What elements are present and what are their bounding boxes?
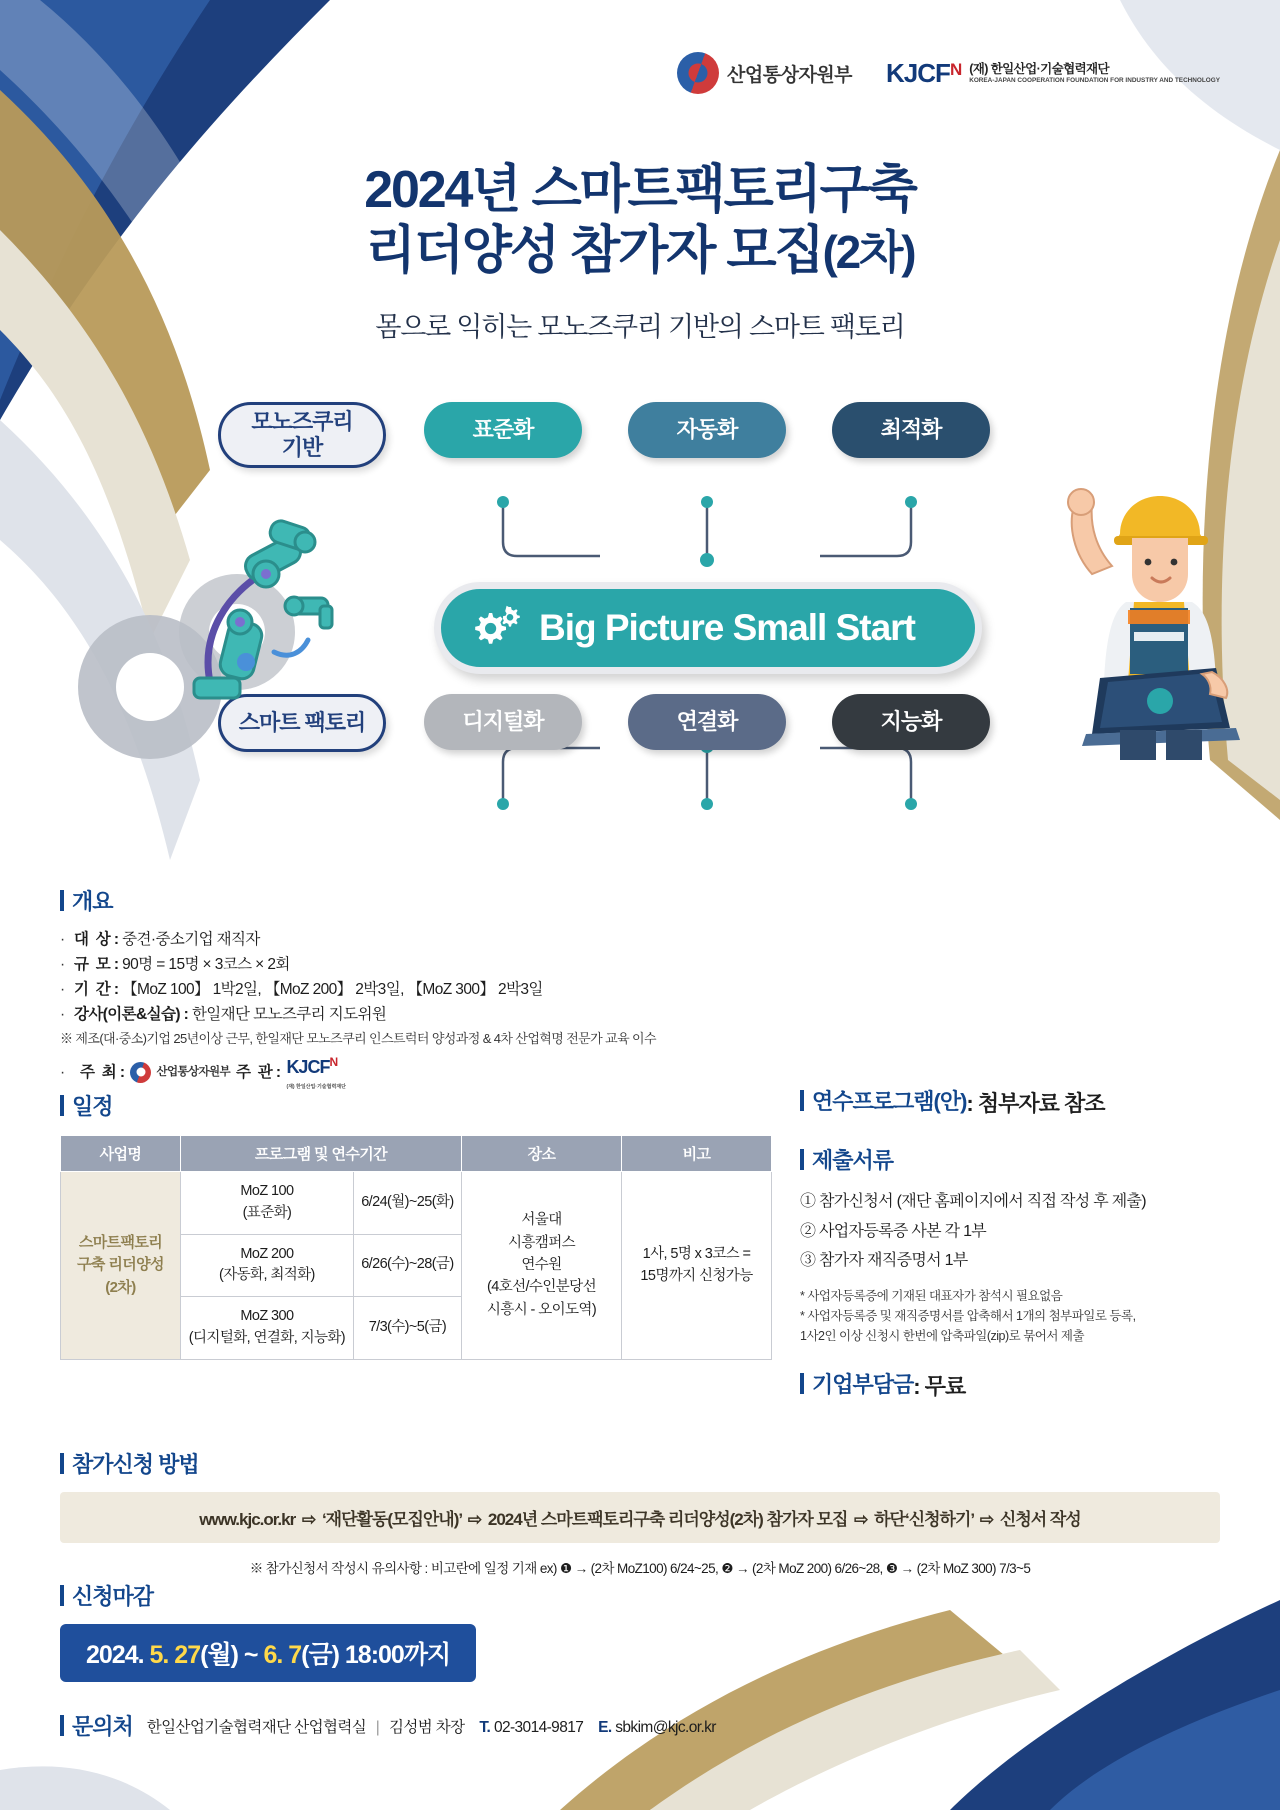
documents-notes xyxy=(800,1286,1230,1346)
list-item: ③ 참가자 재직증명서 1부 xyxy=(800,1252,968,1270)
diagram-node-intelligence xyxy=(832,694,990,750)
apply-step-5: 신청서 작성 xyxy=(999,1510,1081,1529)
diagram-node-label: 최적화 xyxy=(880,417,942,443)
diagram-node-label: 디지털화 xyxy=(462,709,544,735)
manage-label: 주 관 : xyxy=(236,1063,281,1081)
note-line: 1사2인 이상 신청시 한번에 압축파일(zip)로 묶어서 제출 xyxy=(800,1328,1085,1343)
documents-heading: 제출서류 xyxy=(800,1144,1230,1175)
divider: | xyxy=(375,1718,380,1736)
col-place: 장소 xyxy=(462,1136,622,1172)
host-label: 주 최 : xyxy=(80,1063,125,1081)
diagram-node-label: 자동화 xyxy=(676,417,738,443)
overview-row-value: 한일재단 모노즈쿠리 지도위원 xyxy=(191,1006,387,1024)
schedule-section xyxy=(60,1090,775,1360)
apply-step-url[interactable]: www.kjc.or.kr xyxy=(199,1510,296,1529)
contact-section xyxy=(60,1710,716,1741)
kjcf-name-en: KOREA-JAPAN COOPERATION FOUNDATION FOR INDUSTRY AND TECHNOLOGY xyxy=(969,76,1220,84)
bullet-icon: · xyxy=(60,931,65,948)
overview-row-label: 강사(이론&실습) : xyxy=(74,1006,192,1024)
email-label: E. xyxy=(598,1718,612,1736)
program-ref-value: : 첨부자료 참조 xyxy=(966,1091,1105,1116)
col-note: 비고 xyxy=(622,1136,772,1172)
overview-row-label: 규 모 : xyxy=(74,956,123,974)
fee-value: : 무료 xyxy=(913,1373,966,1399)
title-line-2-paren: (2차) xyxy=(822,226,915,279)
contact-heading: 문의처 xyxy=(60,1710,133,1741)
title-line-1: 2024년 스마트팩토리구축 xyxy=(364,161,916,219)
cell-period-3: 7/3(수)~5(금) xyxy=(353,1297,461,1360)
poster-title xyxy=(0,160,1280,344)
apply-step-2: ‘재단활동(모집안내)’ xyxy=(321,1510,462,1529)
deadline-tilde: ~ xyxy=(237,1641,264,1669)
diagram-center-label: Big Picture Small Start xyxy=(539,607,915,648)
apply-section xyxy=(60,1448,1220,1577)
program-ref-row xyxy=(800,1085,1230,1118)
table-row xyxy=(61,1172,772,1235)
diagram-node-label: 표준화 xyxy=(472,417,534,443)
diagram-center-node xyxy=(434,582,982,674)
diagram-node-automation xyxy=(628,402,786,458)
deadline-badge xyxy=(60,1624,476,1682)
table-header-row xyxy=(61,1136,772,1172)
overview-row-value: 중견·중소기업 재직자 xyxy=(122,931,260,948)
overview-row-value: 90명 = 15명 × 3코스 × 2회 xyxy=(122,956,290,974)
gear-icon xyxy=(469,605,523,651)
motie-mini-logo xyxy=(130,1062,230,1083)
arrow-right-icon: ⇨ xyxy=(467,1510,482,1529)
apply-note-prefix: ※ 참가신청서 작성시 유의사항 : 비고란에 일정 기재 ex) xyxy=(249,1561,557,1576)
kjcf-logo xyxy=(886,58,1220,89)
overview-row-value: 【MoZ 100】 1박2일, 【MoZ 200】 2박3일, 【MoZ 300】 2박3일 xyxy=(122,981,543,999)
note-line: * 사업자등록증 및 재직증명서를 압축해서 1개의 첨부파일로 등록, xyxy=(800,1308,1136,1323)
motie-logo xyxy=(677,52,852,94)
title-line-2 xyxy=(0,221,1280,282)
bullet-icon: · xyxy=(60,956,65,974)
diagram-node-label: 연결화 xyxy=(676,709,738,735)
diagram-node-label: 모노즈쿠리 기반 xyxy=(251,409,353,460)
tel-label: T. xyxy=(479,1718,491,1736)
overview-note: ※ 제조(대·중소)기업 25년이상 근무, 한일재단 모노즈쿠리 인스트럭터 양성과정 & 4차 산업혁명 전문가 교육 이수 xyxy=(60,1031,656,1047)
list-item: ② 사업자등록증 사본 각 1부 xyxy=(800,1222,987,1240)
overview-list xyxy=(60,927,900,1091)
contact-body xyxy=(147,1715,716,1737)
apply-note-text-2: → (2차 MoZ 200) 6/26~28, xyxy=(735,1561,883,1576)
apply-note-text-1: → (2차 MoZ100) 6/24~25, xyxy=(574,1561,719,1576)
diagram-node-digitalization xyxy=(424,694,582,750)
motie-mini-label: 산업통상자원부 xyxy=(156,1065,230,1078)
diagram-node-label: 지능화 xyxy=(880,709,942,735)
kjcf-mini-logo xyxy=(286,1053,346,1090)
cell-period-1: 6/24(월)~25(화) xyxy=(353,1172,461,1235)
bullet-icon: · xyxy=(60,1063,65,1081)
overview-row-label: 대 상 : xyxy=(74,931,123,948)
documents-block xyxy=(800,1144,1230,1346)
overview-row xyxy=(60,1002,900,1027)
cell-note: 1사, 5명 x 3코스 = 15명까지 신청가능 xyxy=(622,1172,772,1360)
diagram-node-label: 스마트 팩토리 xyxy=(238,710,366,736)
kjcf-mini-sub: (재) 한일산업·기술협력재단 xyxy=(286,1083,346,1090)
schedule-table xyxy=(60,1135,772,1360)
note-line: * 사업자등록증에 기재된 대표자가 참석시 필요없음 xyxy=(800,1288,1063,1303)
title-subtitle: 몸으로 익히는 모노즈쿠리 기반의 스마트 팩토리 xyxy=(375,311,905,342)
motie-mark-icon xyxy=(677,52,719,94)
overview-section xyxy=(60,885,900,1091)
diagram-node-monozukuri xyxy=(218,402,386,468)
apply-heading: 참가신청 방법 xyxy=(60,1448,1220,1479)
deadline-start-day: (월) xyxy=(200,1641,238,1669)
logo-bar xyxy=(677,52,1220,94)
apply-note-num-3: ❸ xyxy=(885,1561,898,1576)
cell-program-3: MoZ 300 (디지털화, 연결화, 지능화) xyxy=(181,1297,354,1360)
bullet-icon: · xyxy=(60,1006,65,1024)
apply-note-num-1: ❶ xyxy=(559,1561,572,1576)
apply-step-3: 2024년 스마트팩토리구축 리더양성(2차) 참가자 모집 xyxy=(487,1510,848,1529)
overview-host-row xyxy=(60,1053,900,1090)
contact-email[interactable]: sbkim@kjc.or.kr xyxy=(615,1718,716,1736)
cell-period-2: 6/26(수)~28(금) xyxy=(353,1234,461,1297)
overview-row xyxy=(60,977,900,1002)
arrow-right-icon: ⇨ xyxy=(854,1510,868,1529)
fee-heading: 기업부담금 xyxy=(800,1368,913,1399)
right-column xyxy=(800,1085,1230,1401)
schedule-heading: 일정 xyxy=(60,1090,775,1121)
cell-place: 서울대 시흥캠퍼스 연수원 (4호선/수인분당선 시흥시 - 오이도역) xyxy=(462,1172,622,1360)
bullet-icon: · xyxy=(60,981,65,999)
program-ref-heading: 연수프로그램(안) xyxy=(800,1085,966,1116)
deadline-end-day: (금) xyxy=(301,1641,339,1669)
contact-tel[interactable]: 02-3014-9817 xyxy=(493,1718,584,1736)
deadline-section xyxy=(60,1580,476,1682)
robot-arm-illustration xyxy=(170,502,400,737)
kjcf-n-icon: N xyxy=(949,59,962,79)
cell-program-2: MoZ 200 (자동화, 최적화) xyxy=(181,1234,354,1297)
documents-list xyxy=(800,1187,1230,1276)
cell-project-name: 스마트팩토리 구축 리더양성 (2차) xyxy=(61,1172,181,1360)
contact-org: 한일산업기술협력재단 산업협력실 xyxy=(146,1718,367,1736)
col-project: 사업명 xyxy=(61,1136,181,1172)
apply-note-num-2: ❷ xyxy=(721,1561,733,1576)
kjcf-n-icon: N xyxy=(329,1055,338,1070)
motie-mark-icon xyxy=(130,1062,151,1083)
arrow-right-icon: ⇨ xyxy=(979,1510,994,1529)
deadline-time: 18:00까지 xyxy=(338,1641,451,1669)
deadline-heading: 신청마감 xyxy=(60,1580,476,1611)
title-line-2-text: 리더양성 참가자 모집 xyxy=(365,222,823,281)
overview-row-label: 기 간 : xyxy=(74,981,123,999)
overview-heading: 개요 xyxy=(60,885,900,916)
title-main xyxy=(0,160,1280,283)
kjcf-mini-abbr: KJCF xyxy=(286,1057,330,1078)
kjcf-name-ko: (재) 한일산업·기술협력재단 xyxy=(969,62,1110,77)
diagram-node-standardization xyxy=(424,402,582,458)
col-program: 프로그램 및 연수기간 xyxy=(181,1136,462,1172)
fee-row xyxy=(800,1368,1230,1401)
kjcf-abbr-text: KJCF xyxy=(886,57,950,88)
apply-note xyxy=(60,1557,1220,1577)
contact-person: 김성범 차장 xyxy=(388,1718,465,1736)
apply-step-4: 하단‘신청하기’ xyxy=(874,1510,974,1529)
kjcf-fullname xyxy=(969,62,1220,84)
apply-note-text-3: → (2차 MoZ 300) 7/3~5 xyxy=(900,1561,1031,1576)
list-item: ① 참가신청서 (재단 홈페이지에서 직접 작성 후 제출) xyxy=(800,1193,1146,1210)
concept-diagram xyxy=(0,409,1280,872)
kjcf-abbr xyxy=(886,58,961,89)
deadline-end: 6. 7 xyxy=(263,1641,302,1669)
deadline-start: 5. 27 xyxy=(149,1641,201,1669)
diagram-node-connection xyxy=(628,694,786,750)
cell-program-1: MoZ 100 (표준화) xyxy=(181,1172,354,1235)
arrow-right-icon: ⇨ xyxy=(301,1510,316,1529)
overview-row xyxy=(60,927,900,952)
deadline-year: 2024. xyxy=(86,1641,144,1669)
worker-illustration xyxy=(1034,482,1244,767)
apply-steps-bar xyxy=(60,1492,1220,1543)
diagram-node-optimization xyxy=(832,402,990,458)
overview-row xyxy=(60,952,900,977)
motie-label: 산업통상자원부 xyxy=(727,64,853,86)
